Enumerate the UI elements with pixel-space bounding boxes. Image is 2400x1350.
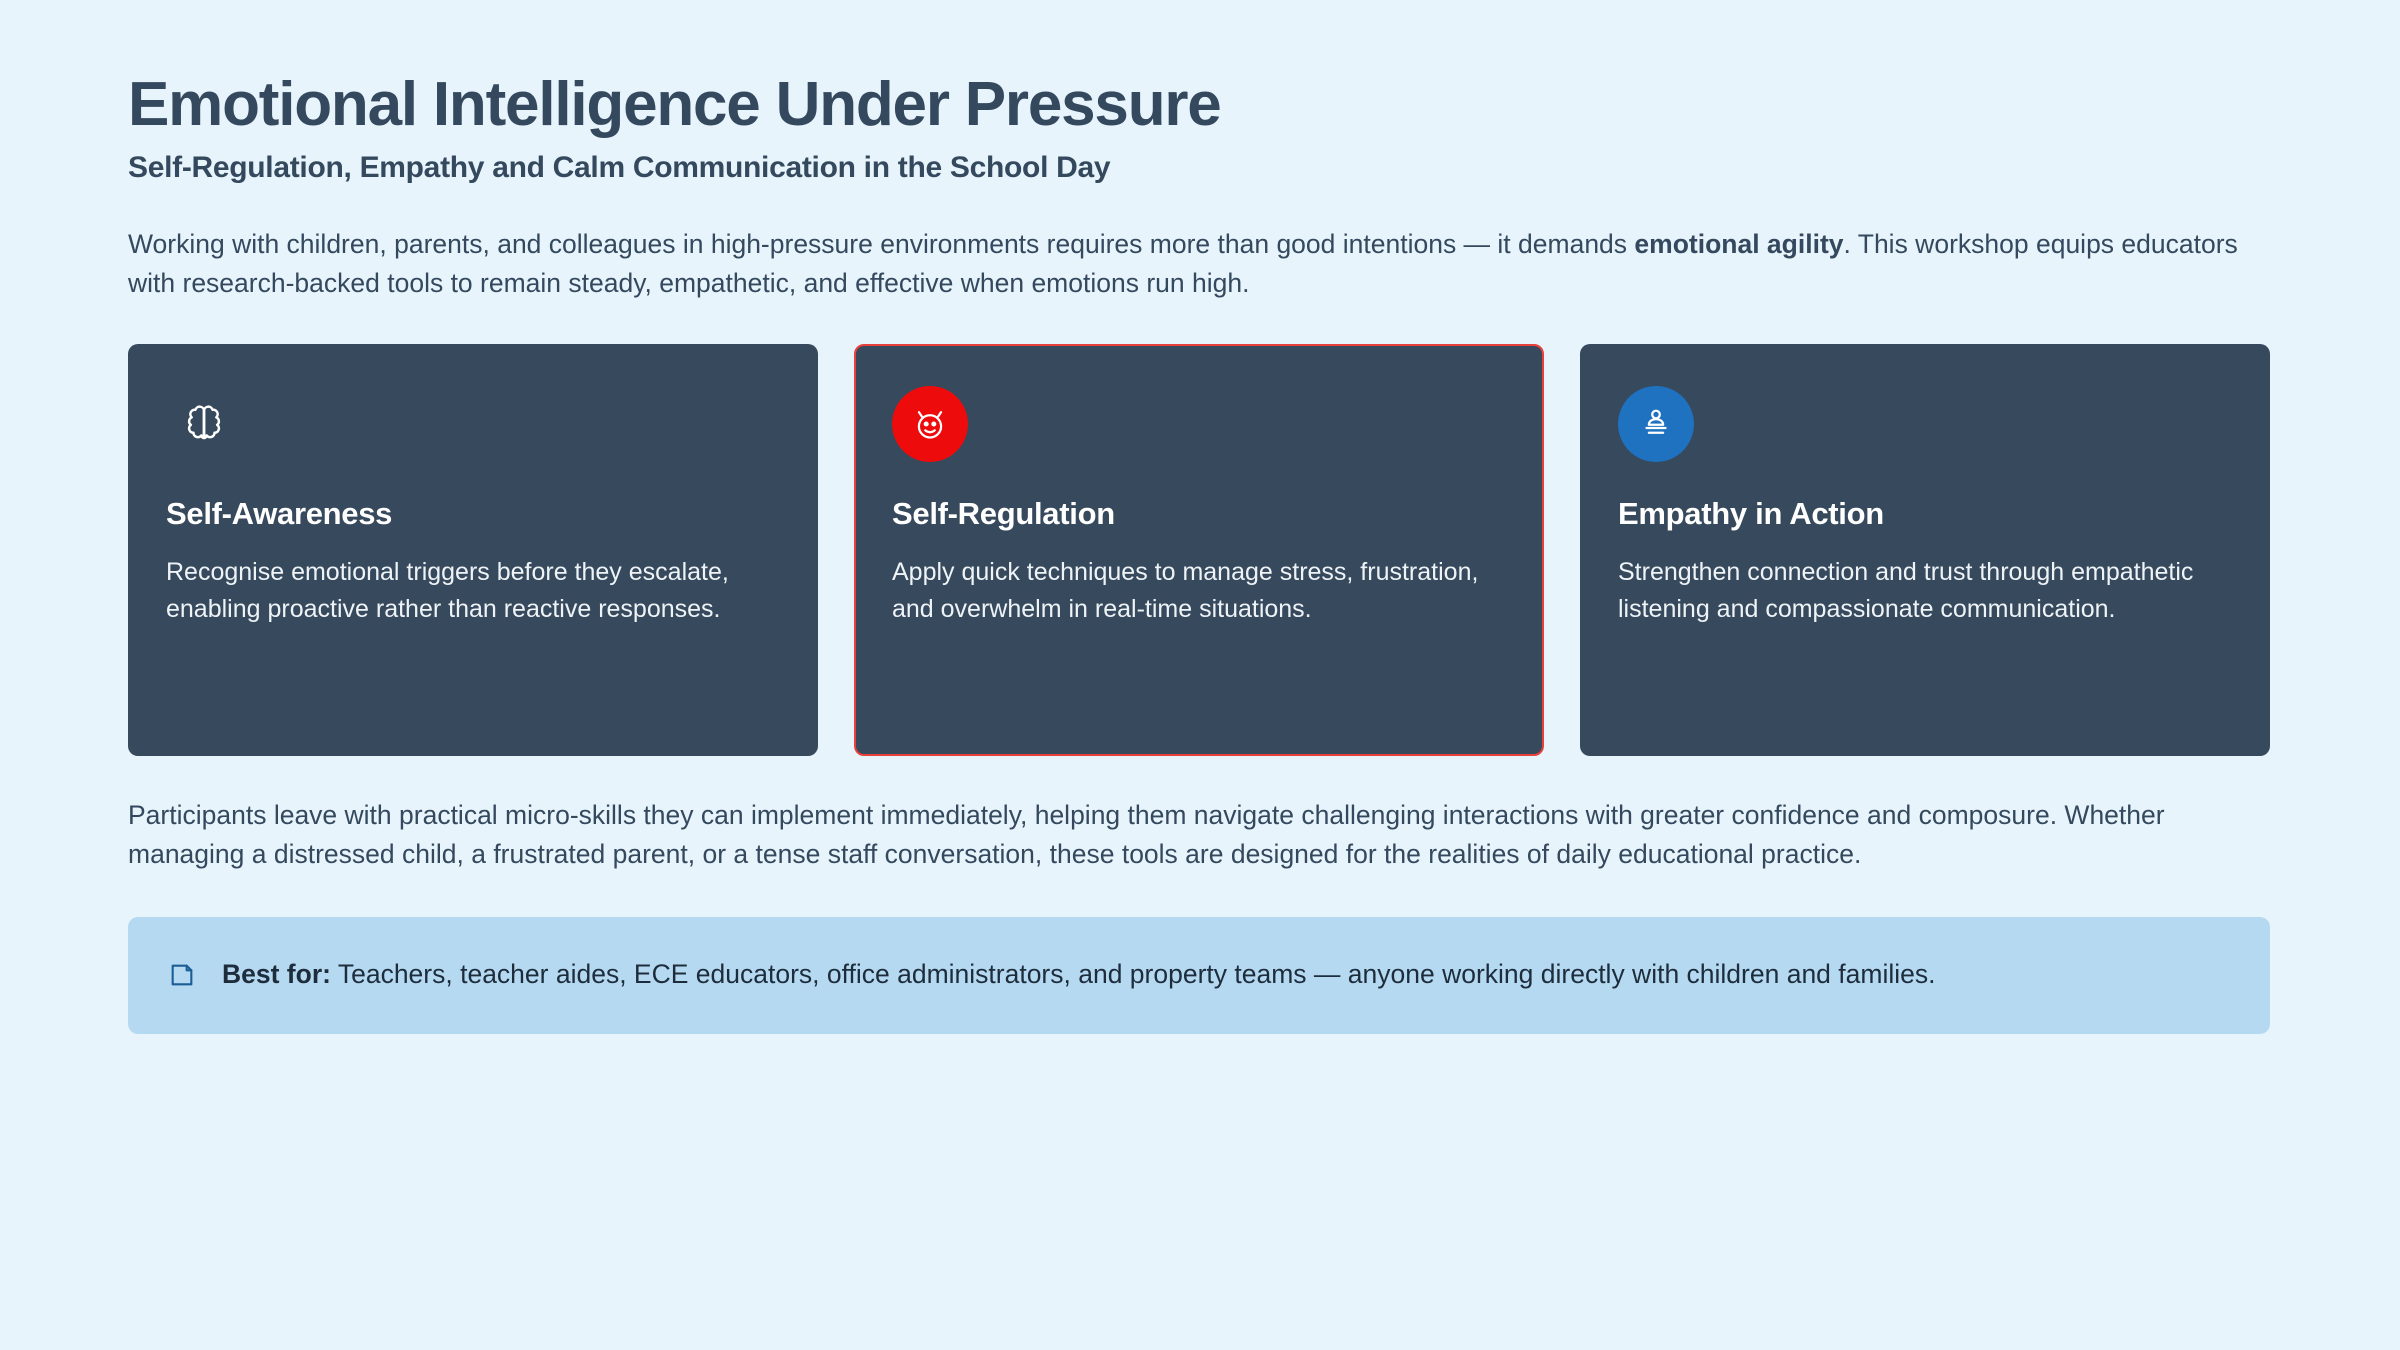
intro-bold-phrase: emotional agility xyxy=(1634,229,1844,260)
emotion-face-icon xyxy=(892,386,968,462)
feature-card-self-awareness xyxy=(128,344,818,756)
empathy-person-icon xyxy=(1618,386,1694,462)
feature-card-self-regulation xyxy=(854,344,1544,756)
feature-card-text: Recognise emotional triggers before they escalate, enabling proactive rather than reactive responses. xyxy=(166,558,729,624)
feature-card-title: Self-Awareness xyxy=(166,496,393,532)
feature-card-title: Empathy in Action xyxy=(1618,496,1884,532)
note-icon xyxy=(168,961,196,994)
page-title: Emotional Intelligence Under Pressure xyxy=(128,70,1221,139)
feature-card-text: Strengthen connection and trust through empathetic listening and compassionate communication. xyxy=(1618,558,2194,624)
best-for-label: Best for: xyxy=(222,959,331,990)
outro-paragraph: Participants leave with practical micro-skills they can implement immediately, helping them navigate challenging interactions with greater confidence and composure. Whether managing a distressed child, a frustrated parent, or a tense staff conversation, these tools are designed for the realities of daily educational practice. xyxy=(128,800,2165,869)
brain-icon xyxy=(166,386,242,462)
intro-text-part1: Working with children, parents, and colleagues in high-pressure environments requires more than good intentions — it demands xyxy=(128,229,1635,260)
page-subtitle: Self-Regulation, Empathy and Calm Communication in the School Day xyxy=(128,151,1111,185)
feature-card-title: Self-Regulation xyxy=(892,496,1115,532)
feature-card-list xyxy=(128,344,2270,756)
intro-text-part2: . This workshop equips educators with research-backed tools to remain steady, empathetic, and effective when emotions run high. xyxy=(128,229,2238,298)
feature-card-empathy xyxy=(1580,344,2270,756)
best-for-body: Teachers, teacher aides, ECE educators, office administrators, and property teams — anyone working directly with children and families. xyxy=(330,959,1936,990)
best-for-callout xyxy=(128,917,2270,1034)
feature-card-text: Apply quick techniques to manage stress, frustration, and overwhelm in real-time situations. xyxy=(892,558,1479,624)
best-for-text xyxy=(222,955,1935,993)
intro-paragraph xyxy=(128,225,2270,302)
